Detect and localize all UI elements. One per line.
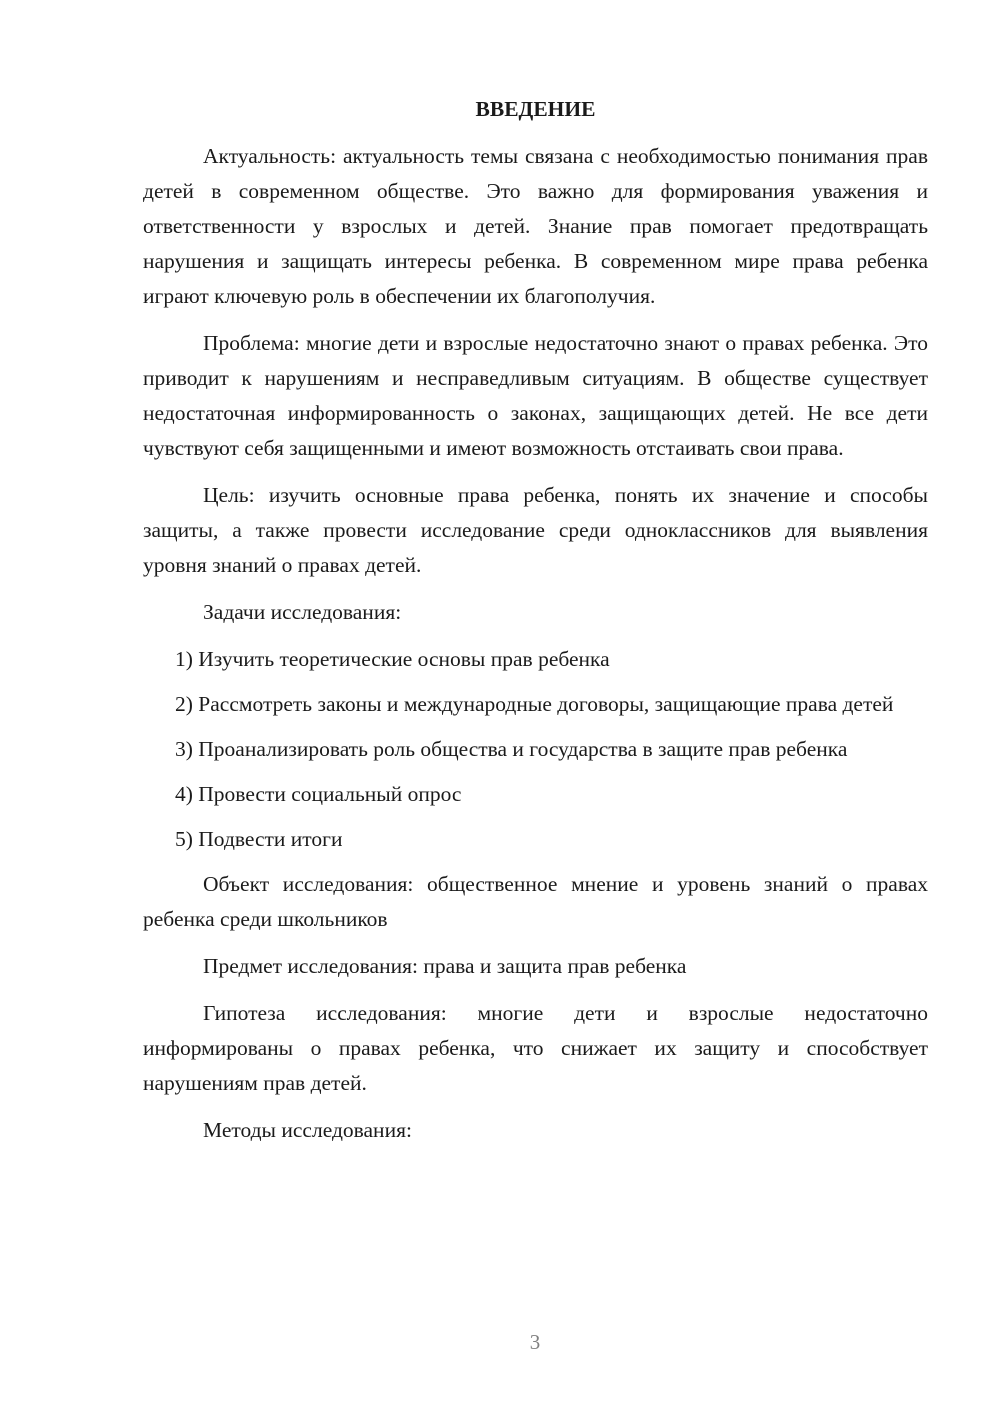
subject-paragraph: Предмет исследования: права и защита прав ребенка bbox=[203, 954, 687, 978]
goal-paragraph: Цель: изучить основные права ребенка, понять их значение и способы защиты, а также провести исследование среди одноклассников для выявления уровня знаний о правах детей. bbox=[143, 483, 928, 577]
hypothesis-paragraph: Гипотеза исследования: многие дети и взрослые недостаточно информированы о правах ребенка, что снижает их защиту и способствует нарушениям прав детей. bbox=[143, 1001, 928, 1095]
task-item: 4) Провести социальный опрос bbox=[175, 782, 462, 806]
page-content bbox=[143, 92, 928, 1160]
task-item: 2) Рассмотреть законы и международные договоры, защищающие права детей bbox=[175, 692, 894, 716]
problem-paragraph: Проблема: многие дети и взрослые недостаточно знают о правах ребенка. Это приводит к нарушениям и несправедливым ситуациям. В обществе существует недостаточная информированность о законах, защищающих детей. Не все дети чувствуют себя защищенными и имеют возможность отстаивать свои права. bbox=[143, 331, 928, 460]
section-heading: ВВЕДЕНИЕ bbox=[475, 97, 596, 121]
tasks-heading: Задачи исследования: bbox=[203, 600, 402, 624]
object-paragraph: Объект исследования: общественное мнение и уровень знаний о правах ребенка среди школьников bbox=[143, 872, 928, 931]
task-item: 1) Изучить теоретические основы прав ребенка bbox=[175, 647, 610, 671]
task-item: 5) Подвести итоги bbox=[175, 827, 343, 851]
methods-heading: Методы исследования: bbox=[203, 1118, 412, 1142]
relevance-paragraph: Актуальность: актуальность темы связана с необходимостью понимания прав детей в современном обществе. Это важно для формирования уважения и ответственности у взрослых и детей. Знание прав помогает предотвращать нарушения и защищать интересы ребенка. В современном мире права ребенка играют ключевую роль в обеспечении их благополучия. bbox=[143, 144, 928, 308]
task-item: 3) Проанализировать роль общества и государства в защите прав ребенка bbox=[175, 737, 848, 761]
page-number: 3 bbox=[529, 1330, 541, 1354]
